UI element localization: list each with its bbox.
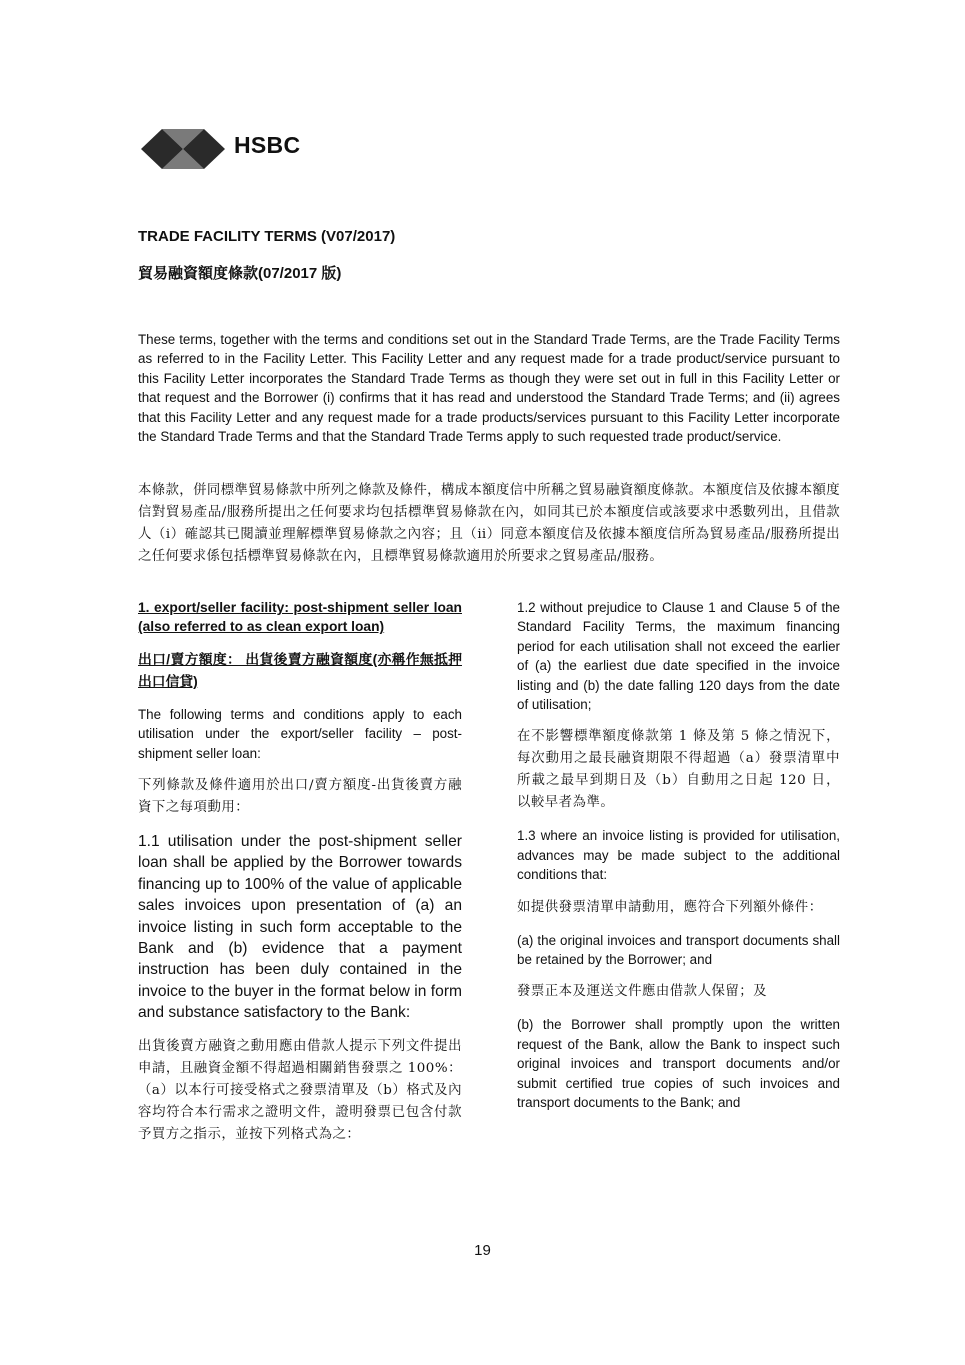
section-intro: The following terms and conditions apply to each utilisation under the export/seller facility – post-shipment seller loan:: [138, 706, 462, 761]
hsbc-wordmark: HSBC: [234, 132, 301, 158]
clause-1-3-chinese: 如提供發票清單申請動用，應符合下列額外條件：: [517, 899, 823, 915]
hsbc-logo: [138, 124, 318, 174]
document-title-chinese: 貿易融資額度條款(07/2017 版): [138, 265, 342, 282]
page-number: 19: [474, 1242, 491, 1259]
intro-paragraph-chinese: 本條款，併同標準貿易條款中所列之條款及條件，構成本額度信中所稱之貿易融資額度條款。本額度信及依據本額度信對貿易產品/服務所提出之任何要求均包括標準貿易條款在內，如同其已於本額度信或該要求中悉數列出，且借款人（i）確認其已閱讀並理解標準貿易條款之內容；且（ii）同意本額度信及依據本額度信所為貿易產品/服務所提出之任何要求係包括標準貿易條款在內，且標準貿易條款適用於所要求之貿易產品/服務。: [138, 483, 840, 564]
clause-1-1: 1.1 utilisation under the post-shipment seller loan shall be applied by the Borrower towards financing up to 100% of the value of applicable sales invoices upon presentation of (a) an invoice listing in such form acceptable to the Bank and (b) evidence that a payment instruction has been duly contained in the invoice to the buyer in the format below in form and substance satisfactory to the Bank:: [138, 833, 462, 1022]
clause-1-1-chinese: 出貨後賣方融資之動用應由借款人提示下列文件提出申請，且融資金額不得超過相關銷售發票之 100%：（a）以本行可接受格式之發票清單及（b）格式及內容均符合本行需求之證明文件，證明發票已包含付款予買方之指示，並按下列格式為之：: [138, 1038, 462, 1142]
clause-1-2-chinese: 在不影響標準額度條款第 1 條及第 5 條之情況下，每次動用之最長融資期限不得超過（a）發票清單中所載之最早到期日及（b）自動用之日起 120 日，以較早者為準。: [517, 729, 840, 811]
left-column: [138, 598, 462, 1158]
section-heading: 1. export/seller facility: post-shipment seller loan (also referred to as clean export loan): [138, 600, 462, 635]
clause-1-3: 1.3 where an invoice listing is provided for utilisation, advances may be made subject to the additional conditions that:: [517, 828, 840, 883]
right-column: [517, 598, 840, 1125]
clause-1-3-item-a: (a) the original invoices and transport documents shall be retained by the Borrower; and: [517, 932, 840, 968]
section-heading-chinese: 出口/賣方額度： 出貨後賣方融資額度(亦稱作無抵押出口信貸): [138, 651, 462, 689]
intro-paragraph: These terms, together with the terms and conditions set out in the Standard Trade Terms, are the Trade Facility Terms as referred to in the Facility Letter. This Facility Letter and any request made for a trade product/service pursuant to this Facility Letter incorporates the Standard Trade Terms as though they were set out in full in this Facility Letter or that request and the Borrower (i) confirms that it has read and understood the Standard Trade Terms; and (ii) agrees that this Facility Letter and any request made for a trade products/services pursuant to this Facility Letter incorporate the Standard Trade Terms and that the Standard Trade Terms apply to such requested trade product/service.: [138, 332, 840, 445]
clause-1-3-item-a-chinese: 發票正本及運送文件應由借款人保留；及: [517, 984, 768, 1000]
clause-1-2: 1.2 without prejudice to Clause 1 and Clause 5 of the Standard Facility Terms, the maximum financing period for each utilisation shall not exceed the earlier of (a) the earliest due date specified in the invoice listing and (b) the date falling 120 days from the date of utilisation;: [517, 600, 840, 713]
section-intro-chinese: 下列條款及條件適用於出口/賣方額度-出貨後賣方融資下之每項動用：: [138, 778, 462, 816]
hsbc-hexagon-icon: [138, 124, 228, 174]
document-title: TRADE FACILITY TERMS (V07/2017): [138, 228, 396, 245]
clause-1-3-item-b: (b) the Borrower shall promptly upon the written request of the Bank, allow the Bank to inspect such original invoices and transport documents and/or submit certified true copies of such invoices and transport documents to the Bank; and: [517, 1017, 840, 1111]
